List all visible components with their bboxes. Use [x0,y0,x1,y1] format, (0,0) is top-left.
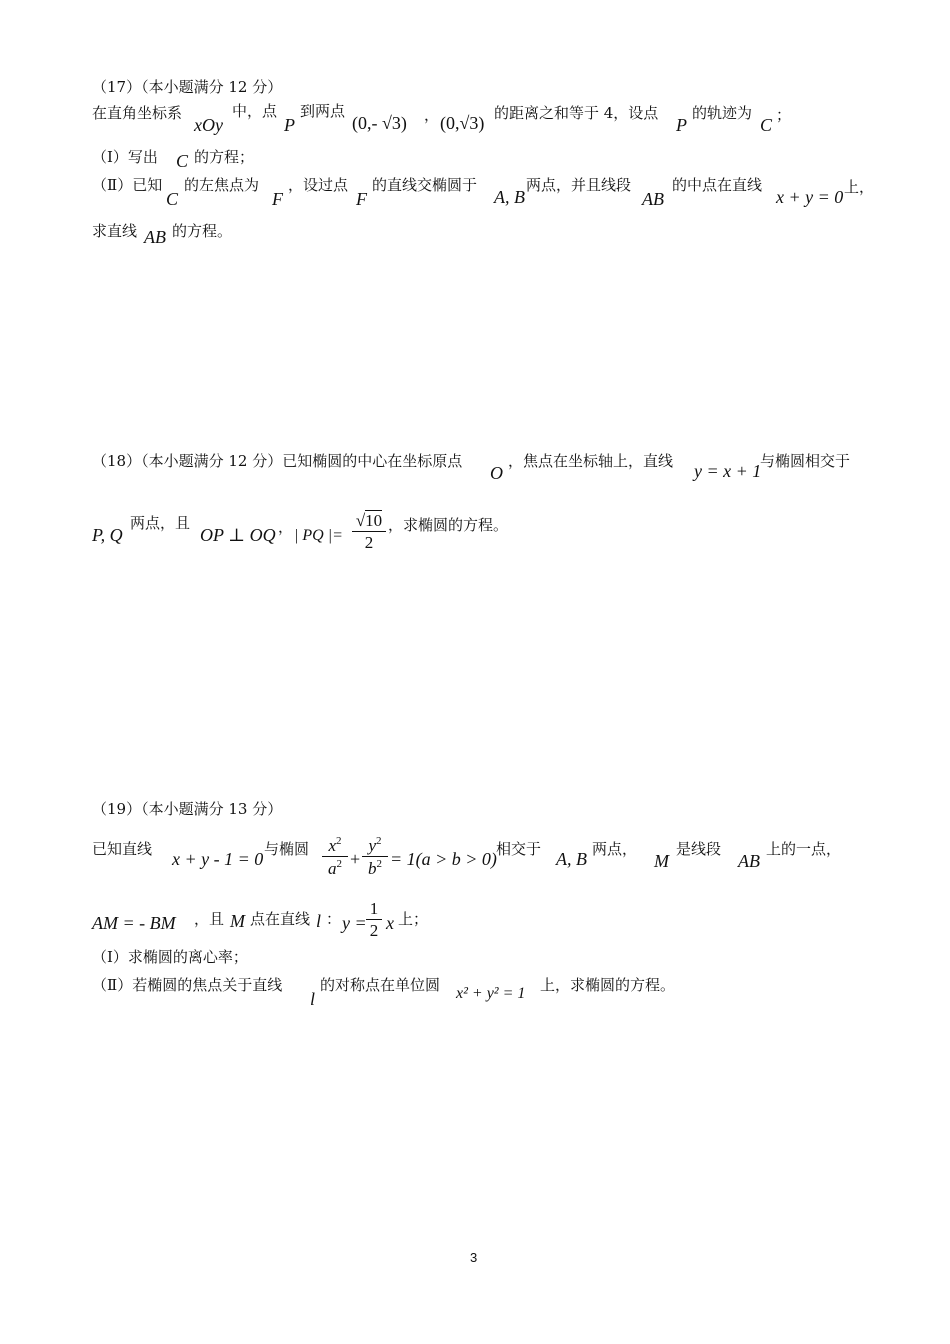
frac-x-a [322,836,348,877]
text: ： [326,910,342,928]
y-var: y [368,836,377,855]
text: 两点， [592,840,638,858]
math-ab: A, B [556,849,587,869]
math-x: x [386,913,394,933]
math-y: y = [342,913,367,933]
text: 点在直线 [250,910,311,928]
fraction: √10 2 [352,512,386,551]
math-ab: AB [642,189,664,209]
frac-y-b [362,836,388,877]
math-ab: A, B [494,187,525,207]
math-line: x + y = 0 [776,187,844,207]
q18-header: （18）（本小题满分 12 分）已知椭圆的中心在坐标原点 [92,452,463,470]
exp: 2 [376,835,382,847]
exp: 2 [336,858,342,870]
math-line: x + y - 1 = 0 [172,849,264,869]
math-pq: P, Q [92,525,123,545]
text: ； [776,106,792,124]
q19-part1: （Ⅰ）求椭圆的离心率； [92,948,248,966]
frac-den: 2 [364,533,374,552]
math-f: F [272,189,283,209]
text: 在直角坐标系 [92,104,183,122]
math-o: O [490,463,503,483]
math-c: C [166,189,179,209]
text: 中，点 [232,102,278,120]
text: （Ⅱ）若椭圆的焦点关于直线 [92,976,283,994]
text: ， [278,518,294,536]
math-ab: AB [738,851,760,871]
text: ，焦点在坐标轴上，直线 [508,452,674,470]
text: ， [424,106,440,124]
text: 的左焦点为 [184,176,260,194]
exp: 2 [336,835,342,847]
frac-num: 10 [365,511,383,530]
math-perp: OP ⊥ OQ [200,525,276,545]
text: 到两点 [300,102,346,120]
math-cond: = 1(a > b > 0) [390,849,497,869]
math-p: P [676,115,687,135]
math-point2: (0,√3) [440,113,485,133]
math-abs: | PQ |= [294,527,343,544]
math-p: P [284,115,295,135]
exp: 2 [376,858,382,870]
math-f: F [356,189,367,209]
text: 的距离之和等于 4，设点 [494,104,659,122]
text: 上； [398,910,429,928]
text: 上的一点， [766,840,842,858]
math-vector: AM = - BM [92,913,176,933]
text: 两点，且 [130,514,191,532]
math-point1: (0,- √3) [352,113,407,133]
text: ，求椭圆的方程。 [388,516,509,534]
text: ，且 [194,910,225,928]
page-number: 3 [470,1250,478,1265]
text: （Ⅱ）已知 [92,176,163,194]
text: 的方程。 [172,222,233,240]
text: （Ⅰ）写出 [92,148,158,166]
text: 是线段 [676,840,722,858]
q17-header: （17）（本小题满分 12 分） [92,78,283,96]
b-var: b [368,859,377,878]
math-circle: x² + y² = 1 [456,985,526,1002]
frac-den: 2 [369,921,379,940]
text: 的方程； [194,148,255,166]
text: 与椭圆 [264,840,310,858]
math-l: l [316,911,322,931]
text: 的对称点在单位圆 [320,976,441,994]
a-var: a [328,859,337,878]
plus: + [350,849,361,869]
text: 两点，并且线段 [526,176,632,194]
x-var: x [328,836,337,855]
math-c: C [760,115,773,135]
math-m: M [654,851,669,871]
text: 的轨迹为 [692,104,753,122]
text: 的中点在直线 [672,176,763,194]
math-xoy: xOy [194,115,223,135]
math-c: C [176,151,189,171]
q19-header: （19）（本小题满分 13 分） [92,800,283,818]
text: 求直线 [92,222,138,240]
text: 已知直线 [92,840,153,858]
frac-num: 1 [369,899,379,918]
text: ，设过点 [288,176,349,194]
text: 相交于 [496,840,542,858]
text: 上，求椭圆的方程。 [540,976,676,994]
text: 的直线交椭圆于 [372,176,478,194]
fraction-half [366,900,382,939]
math-line: y = x + 1 [694,461,762,481]
math-m: M [230,911,245,931]
math-l: l [310,989,316,1009]
text: 与椭圆相交于 [760,452,851,470]
math-ab: AB [144,227,166,247]
text: 上， [844,178,875,196]
